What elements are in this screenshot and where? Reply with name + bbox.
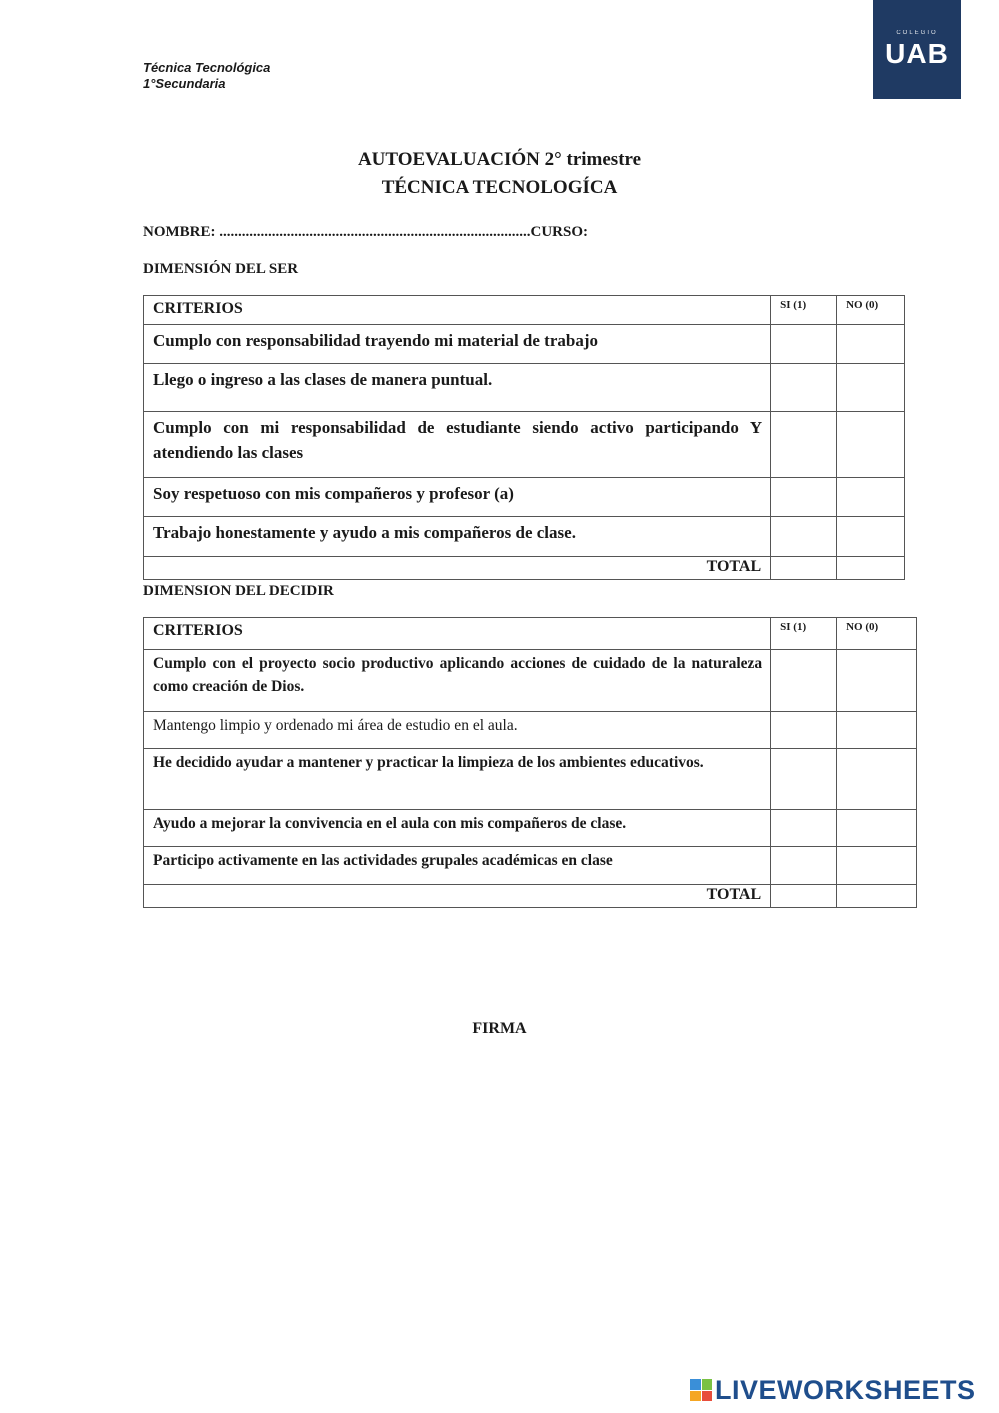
col-yes-header: SI (1) [771, 296, 837, 325]
brand-text: LIVEWORKSHEETS [715, 1374, 976, 1405]
total-yes-cell[interactable] [771, 557, 837, 580]
col-criteria-header: CRITERIOS [144, 618, 771, 650]
col-no-header: NO (0) [837, 296, 905, 325]
table-row [144, 712, 917, 749]
table-row [144, 847, 917, 885]
grade-label: 1°Secundaria [143, 76, 226, 91]
no-check-cell[interactable] [837, 517, 905, 557]
section-ser-label: DIMENSIÓN DEL SER [143, 261, 299, 277]
table-row [144, 650, 917, 712]
yes-check-cell[interactable] [771, 325, 837, 364]
criterion-cell: He decidido ayudar a mantener y practicar la limpieza de los ambientes educativos. [144, 749, 771, 810]
no-check-cell[interactable] [837, 847, 917, 885]
table-header-row [144, 296, 905, 325]
title-line-2: TÉCNICA TECNOLOGÍCA [381, 177, 618, 198]
total-no-cell[interactable] [837, 557, 905, 580]
criterion-cell: Mantengo limpio y ordenado mi área de estudio en el aula. [144, 712, 771, 749]
total-yes-cell[interactable] [771, 885, 837, 908]
total-row [144, 557, 905, 580]
title-line-1: AUTOEVALUACIÓN 2° trimestre [357, 149, 642, 170]
criterion-cell: Trabajo honestamente y ayudo a mis compañeros de clase. [144, 517, 771, 557]
total-no-cell[interactable] [837, 885, 917, 908]
no-check-cell[interactable] [837, 364, 905, 412]
table-row [144, 325, 905, 364]
criterion-cell: Cumplo con mi responsabilidad de estudiante siendo activo participando Y atendiendo las clases [144, 412, 771, 478]
section-decidir-label: DIMENSION DEL DECIDIR [143, 583, 334, 599]
subject-label: Técnica Tecnológica [143, 60, 271, 75]
total-label-cell: TOTAL [144, 557, 771, 580]
liveworksheets-brand [690, 1374, 976, 1406]
page-title [0, 146, 999, 202]
total-row [144, 885, 917, 908]
yes-check-cell[interactable] [771, 712, 837, 749]
no-check-cell[interactable] [837, 412, 905, 478]
col-criteria-header: CRITERIOS [144, 296, 771, 325]
yes-check-cell[interactable] [771, 650, 837, 712]
table-row [144, 517, 905, 557]
criterion-cell: Cumplo con el proyecto socio productivo aplicando acciones de cuidado de la naturaleza como creación de Dios. [144, 650, 771, 712]
liveworksheets-icon [690, 1379, 712, 1401]
table-row [144, 810, 917, 847]
yes-check-cell[interactable] [771, 810, 837, 847]
no-check-cell[interactable] [837, 749, 917, 810]
yes-check-cell[interactable] [771, 364, 837, 412]
signature-label: FIRMA [472, 1020, 527, 1037]
yes-check-cell[interactable] [771, 478, 837, 517]
col-no-header: NO (0) [837, 618, 917, 650]
criteria-table-ser [143, 295, 905, 580]
table-row [144, 478, 905, 517]
header-info [143, 60, 270, 92]
yes-check-cell[interactable] [771, 412, 837, 478]
criterion-cell: Cumplo con responsabilidad trayendo mi material de trabajo [144, 325, 771, 364]
no-check-cell[interactable] [837, 478, 905, 517]
criteria-table-decidir [143, 617, 917, 908]
no-check-cell[interactable] [837, 810, 917, 847]
criterion-cell: Participo activamente en las actividades grupales académicas en clase [144, 847, 771, 885]
col-yes-header: SI (1) [771, 618, 837, 650]
yes-check-cell[interactable] [771, 749, 837, 810]
total-label-cell: TOTAL [144, 885, 771, 908]
criterion-cell: Ayudo a mejorar la convivencia en el aula con mis compañeros de clase. [144, 810, 771, 847]
table-row [144, 749, 917, 810]
school-logo [873, 0, 961, 99]
yes-check-cell[interactable] [771, 847, 837, 885]
criterion-cell: Soy respetuoso con mis compañeros y profesor (a) [144, 478, 771, 517]
table-row [144, 364, 905, 412]
no-check-cell[interactable] [837, 325, 905, 364]
no-check-cell[interactable] [837, 712, 917, 749]
logo-small-text: COLEGIO [896, 30, 938, 36]
criterion-cell: Llego o ingreso a las clases de manera puntual. [144, 364, 771, 412]
logo-big-text: UAB [885, 38, 949, 69]
course-field-label[interactable]: CURSO: [530, 224, 589, 240]
yes-check-cell[interactable] [771, 517, 837, 557]
table-row [144, 412, 905, 478]
student-fields [143, 224, 588, 241]
table-header-row [144, 618, 917, 650]
no-check-cell[interactable] [837, 650, 917, 712]
name-field-label[interactable]: NOMBRE: ................................................................................... [143, 224, 531, 240]
